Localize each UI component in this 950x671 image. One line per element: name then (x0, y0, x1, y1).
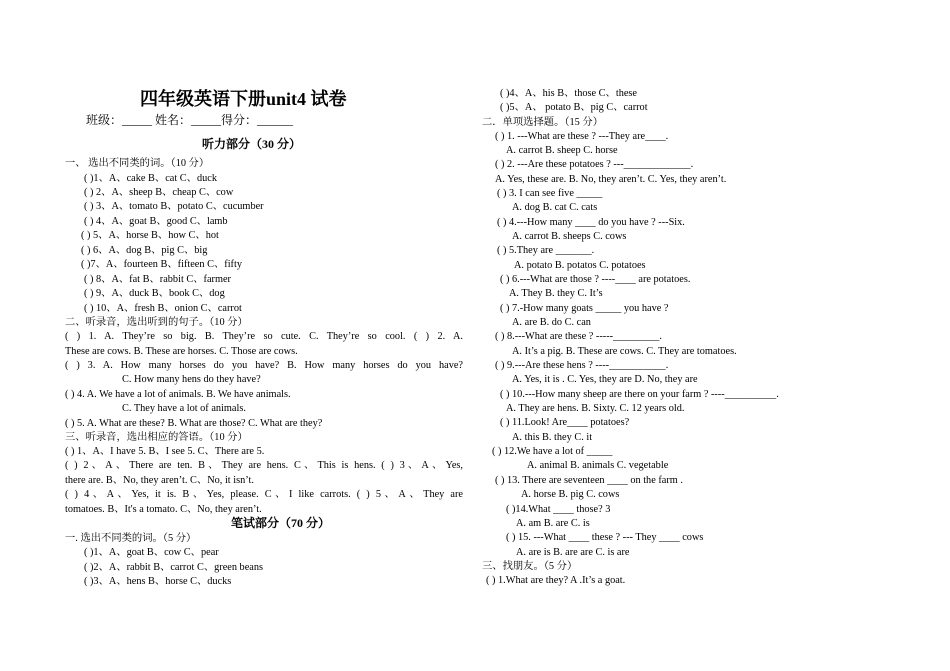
exam-line: ( )14.What ____ those? 3 (506, 504, 611, 515)
exam-line: 二、听录音，选出听到的句子。（10 分） (65, 317, 248, 328)
exam-line: A. carrot B. sheeps C. cows (512, 231, 627, 242)
exam-line: ( ) 2、A、There are ten. B、They are hens. C、This is hens. ( ) 3、A、Yes, (65, 460, 463, 471)
exam-line: ( ) 7.-How many goats _____ you have ? (500, 303, 669, 314)
exam-line: A. are is B. are are C. is are (516, 547, 630, 558)
exam-line: ( )1、A、cake B、cat C、duck (84, 173, 217, 184)
exam-line: ( ) 4. A. We have a lot of animals. B. We have animals. (65, 389, 291, 400)
exam-line: ( ) 5. A. What are these? B. What are those? C. What are they? (65, 418, 323, 429)
exam-line: C. How many hens do they have? (122, 374, 261, 385)
exam-line: A. potato B. potatos C. potatoes (514, 260, 646, 271)
exam-line: ( ) 2、A、sheep B、cheap C、cow (84, 187, 234, 198)
exam-line: ( ) 5、A、horse B、how C、hot (81, 230, 219, 241)
student-info-line: 班级：_____ 姓名：_____得分：______ (86, 113, 294, 127)
exam-line: 二．单项选择题。（15 分） (482, 117, 603, 128)
exam-line: ( ) 3、A、tomato B、potato C、cucumber (84, 201, 264, 212)
exam-line: A. Yes, it is . C. Yes, they are D. No, they are (512, 374, 698, 385)
exam-line: A. animal B. animals C. vegetable (527, 460, 669, 471)
exam-line: ( ) 9、A、duck B、book C、dog (84, 288, 225, 299)
exam-line: A. They B. they C. It’s (509, 288, 603, 299)
exam-line: tomatoes. B、It's a tomato. C、No, they aren’t. (65, 504, 262, 515)
exam-line: ( ) 4.---How many ____ do you have ? ---Six. (497, 217, 685, 228)
exam-line: 一、 选出不同类的词。（10 分） (65, 158, 210, 169)
exam-line: ( ) 1、A、I have 5. B、I see 5. C、There are 5. (65, 446, 265, 457)
exam-line: ( ) 6、A、dog B、pig C、big (81, 245, 208, 256)
exam-line: ( ) 12.We have a lot of _____ (492, 446, 613, 457)
exam-line: ( ) 5.They are _______. (497, 245, 595, 256)
exam-line: ( ) 4、A、goat B、good C、lamb (84, 216, 228, 227)
exam-line: ( ) 11.Look! Are____ potatoes? (500, 417, 630, 428)
exam-line: ( )4、A、his B、those C、these (500, 88, 637, 99)
exam-line: 一. 选出不同类的词。（5 分） (65, 533, 197, 544)
exam-line: A. this B. they C. it (512, 432, 593, 443)
exam-line: ( ) 3. A. How many horses do you have? B. How many horses do you have? (65, 360, 463, 371)
exam-line: ( ) 8.---What are these ? -----_________. (495, 331, 662, 342)
exam-line: ( )1、A、goat B、cow C、pear (84, 547, 219, 558)
exam-line: ( ) 4、A、Yes, it is. B、Yes, please. C、I like carrots. ( ) 5、A、They are (65, 489, 463, 500)
exam-line: ( )7、A、fourteen B、fifteen C、fifty (81, 259, 242, 270)
exam-line: C. They have a lot of animals. (122, 403, 246, 414)
exam-line: ( ) 10.---How many sheep are there on your farm ? ----__________. (500, 389, 779, 400)
exam-line: 三、听录音，选出相应的答语。（10 分） (65, 432, 248, 443)
section-heading: 笔试部分（70 分） (231, 516, 331, 530)
exam-line: A. dog B. cat C. cats (512, 202, 598, 213)
exam-line: ( )2、A、rabbit B、carrot C、green beans (84, 562, 263, 573)
exam-line: ( ) 1.What are they? A .It’s a goat. (486, 575, 626, 586)
exam-line: A. horse B. pig C. cows (521, 489, 620, 500)
exam-line: ( ) 2. ---Are these potatoes ? ---_____________. (495, 159, 694, 170)
exam-line: ( ) 10、A、fresh B、onion C、carrot (84, 303, 242, 314)
exam-line: ( )5、A、 potato B、pig C、carrot (500, 102, 648, 113)
exam-line: A. carrot B. sheep C. horse (506, 145, 618, 156)
exam-line: there are. B、No, they aren’t. C、No, it isn’t. (65, 475, 254, 486)
section-heading: 听力部分（30 分） (202, 137, 302, 151)
exam-line: A. It’s a pig. B. These are cows. C. They are tomatoes. (512, 346, 737, 357)
exam-line: These are cows. B. These are horses. C. Those are cows. (65, 346, 298, 357)
exam-line: ( ) 13. There are seventeen ____ on the farm . (495, 475, 683, 486)
exam-title: 四年级英语下册unit4 试卷 (140, 89, 347, 109)
exam-line: A. They are hens. B. Sixty. C. 12 years old. (506, 403, 685, 414)
exam-line: ( )3、A、hens B、horse C、ducks (84, 576, 232, 587)
exam-line: 三、找朋友。（5 分） (482, 561, 578, 572)
exam-line: A. Yes, these are. B. No, they aren’t. C. Yes, they aren’t. (495, 174, 727, 185)
exam-line: ( ) 6.---What are those ? ----____ are potatoes. (500, 274, 691, 285)
exam-line: ( ) 1. A. They’re so big. B. They’re so cute. C. They’re so cool. ( ) 2. A. (65, 331, 463, 342)
exam-line: ( ) 8、A、fat B、rabbit C、farmer (84, 274, 231, 285)
exam-line: ( ) 9.---Are these hens ? ----___________. (495, 360, 669, 371)
exam-line: A. are B. do C. can (512, 317, 591, 328)
exam-line: A. am B. are C. is (516, 518, 590, 529)
exam-line: ( ) 1. ---What are these ? ---They are____. (495, 131, 669, 142)
exam-line: ( ) 15. ---What ____ these ? --- They ____ cows (506, 532, 704, 543)
exam-line: ( ) 3. I can see five _____ (497, 188, 603, 199)
